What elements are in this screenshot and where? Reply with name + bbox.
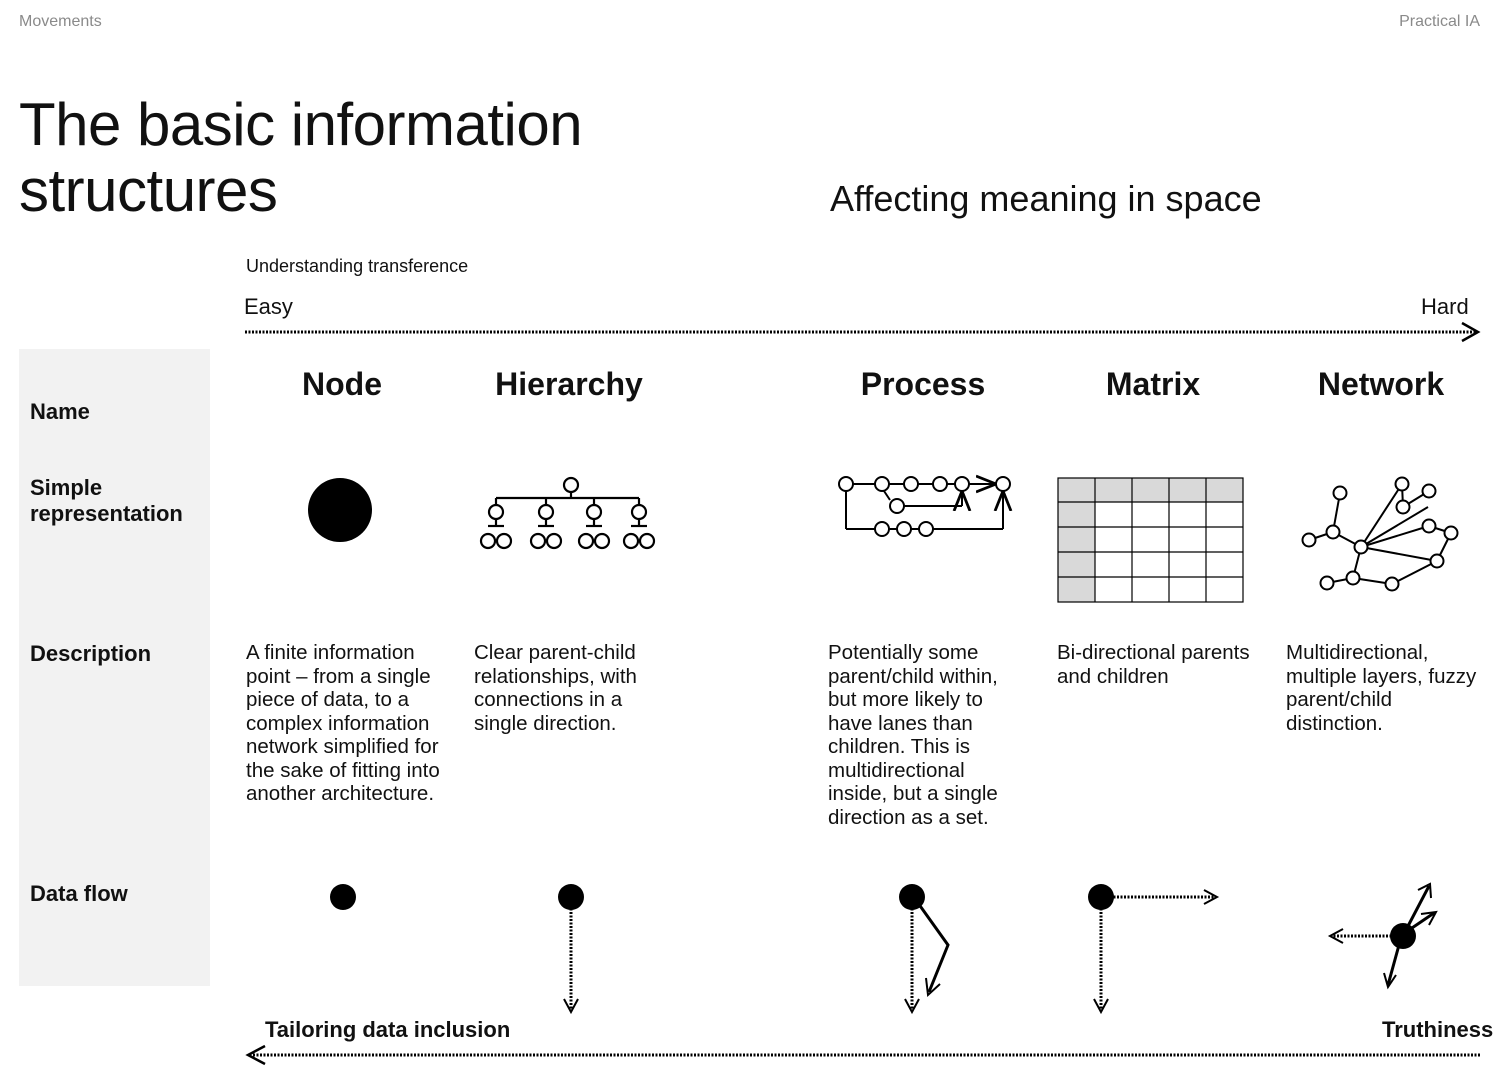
top-axis-end-label: Hard	[1421, 294, 1469, 319]
hierarchy-representation	[481, 478, 654, 548]
matrix-representation	[1058, 478, 1243, 602]
column-name-hierarchy: Hierarchy	[495, 366, 643, 402]
top-axis-start-label: Easy	[244, 294, 293, 319]
hierarchy-data-flow	[558, 884, 584, 1012]
row-label-data-flow: Data flow	[30, 881, 128, 906]
top-axis-arrow	[245, 323, 1478, 341]
node-representation	[308, 478, 372, 542]
page-title: The basic information structures	[19, 91, 583, 224]
network-representation	[1303, 478, 1458, 591]
network-data-flow	[1330, 884, 1436, 987]
column-name-matrix: Matrix	[1105, 366, 1201, 402]
column-description-matrix: Bi-directional parents and children	[1057, 641, 1250, 688]
top-axis-caption: Understanding transference	[246, 256, 469, 276]
column-name-process: Process	[860, 366, 986, 402]
column-description-node: A finite information point – from a single piece of data, to a complex information network simplified for the sake of fitting into another architecture.	[246, 641, 440, 805]
column-name-node: Node	[302, 366, 382, 402]
row-label-name: Name	[30, 399, 90, 424]
column-name-network: Network	[1317, 366, 1445, 402]
column-description-process: Potentially some parent/child within, but more likely to have lanes than children. This is multidirectional inside, but a single direction as a set.	[828, 641, 998, 829]
column-description-network: Multidirectional, multiple layers, fuzzy parent/child distinction.	[1286, 641, 1477, 735]
row-label-representation: Simple representation	[30, 475, 183, 526]
page-subtitle: Affecting meaning in space	[830, 178, 1262, 219]
header-book-label: Practical IA	[1399, 13, 1480, 30]
bottom-axis-start-label: Tailoring data inclusion	[265, 1017, 511, 1042]
header-section-label: Movements	[19, 13, 102, 30]
process-representation	[839, 477, 1010, 536]
node-data-flow	[330, 884, 356, 910]
row-label-description: Description	[30, 641, 152, 666]
bottom-axis-arrow	[248, 1046, 1480, 1064]
process-data-flow	[899, 884, 948, 1012]
column-description-hierarchy: Clear parent-child relationships, with connections in a single direction.	[474, 641, 637, 735]
matrix-data-flow	[1088, 884, 1217, 1012]
bottom-axis-end-label: Truthiness	[1382, 1017, 1494, 1042]
